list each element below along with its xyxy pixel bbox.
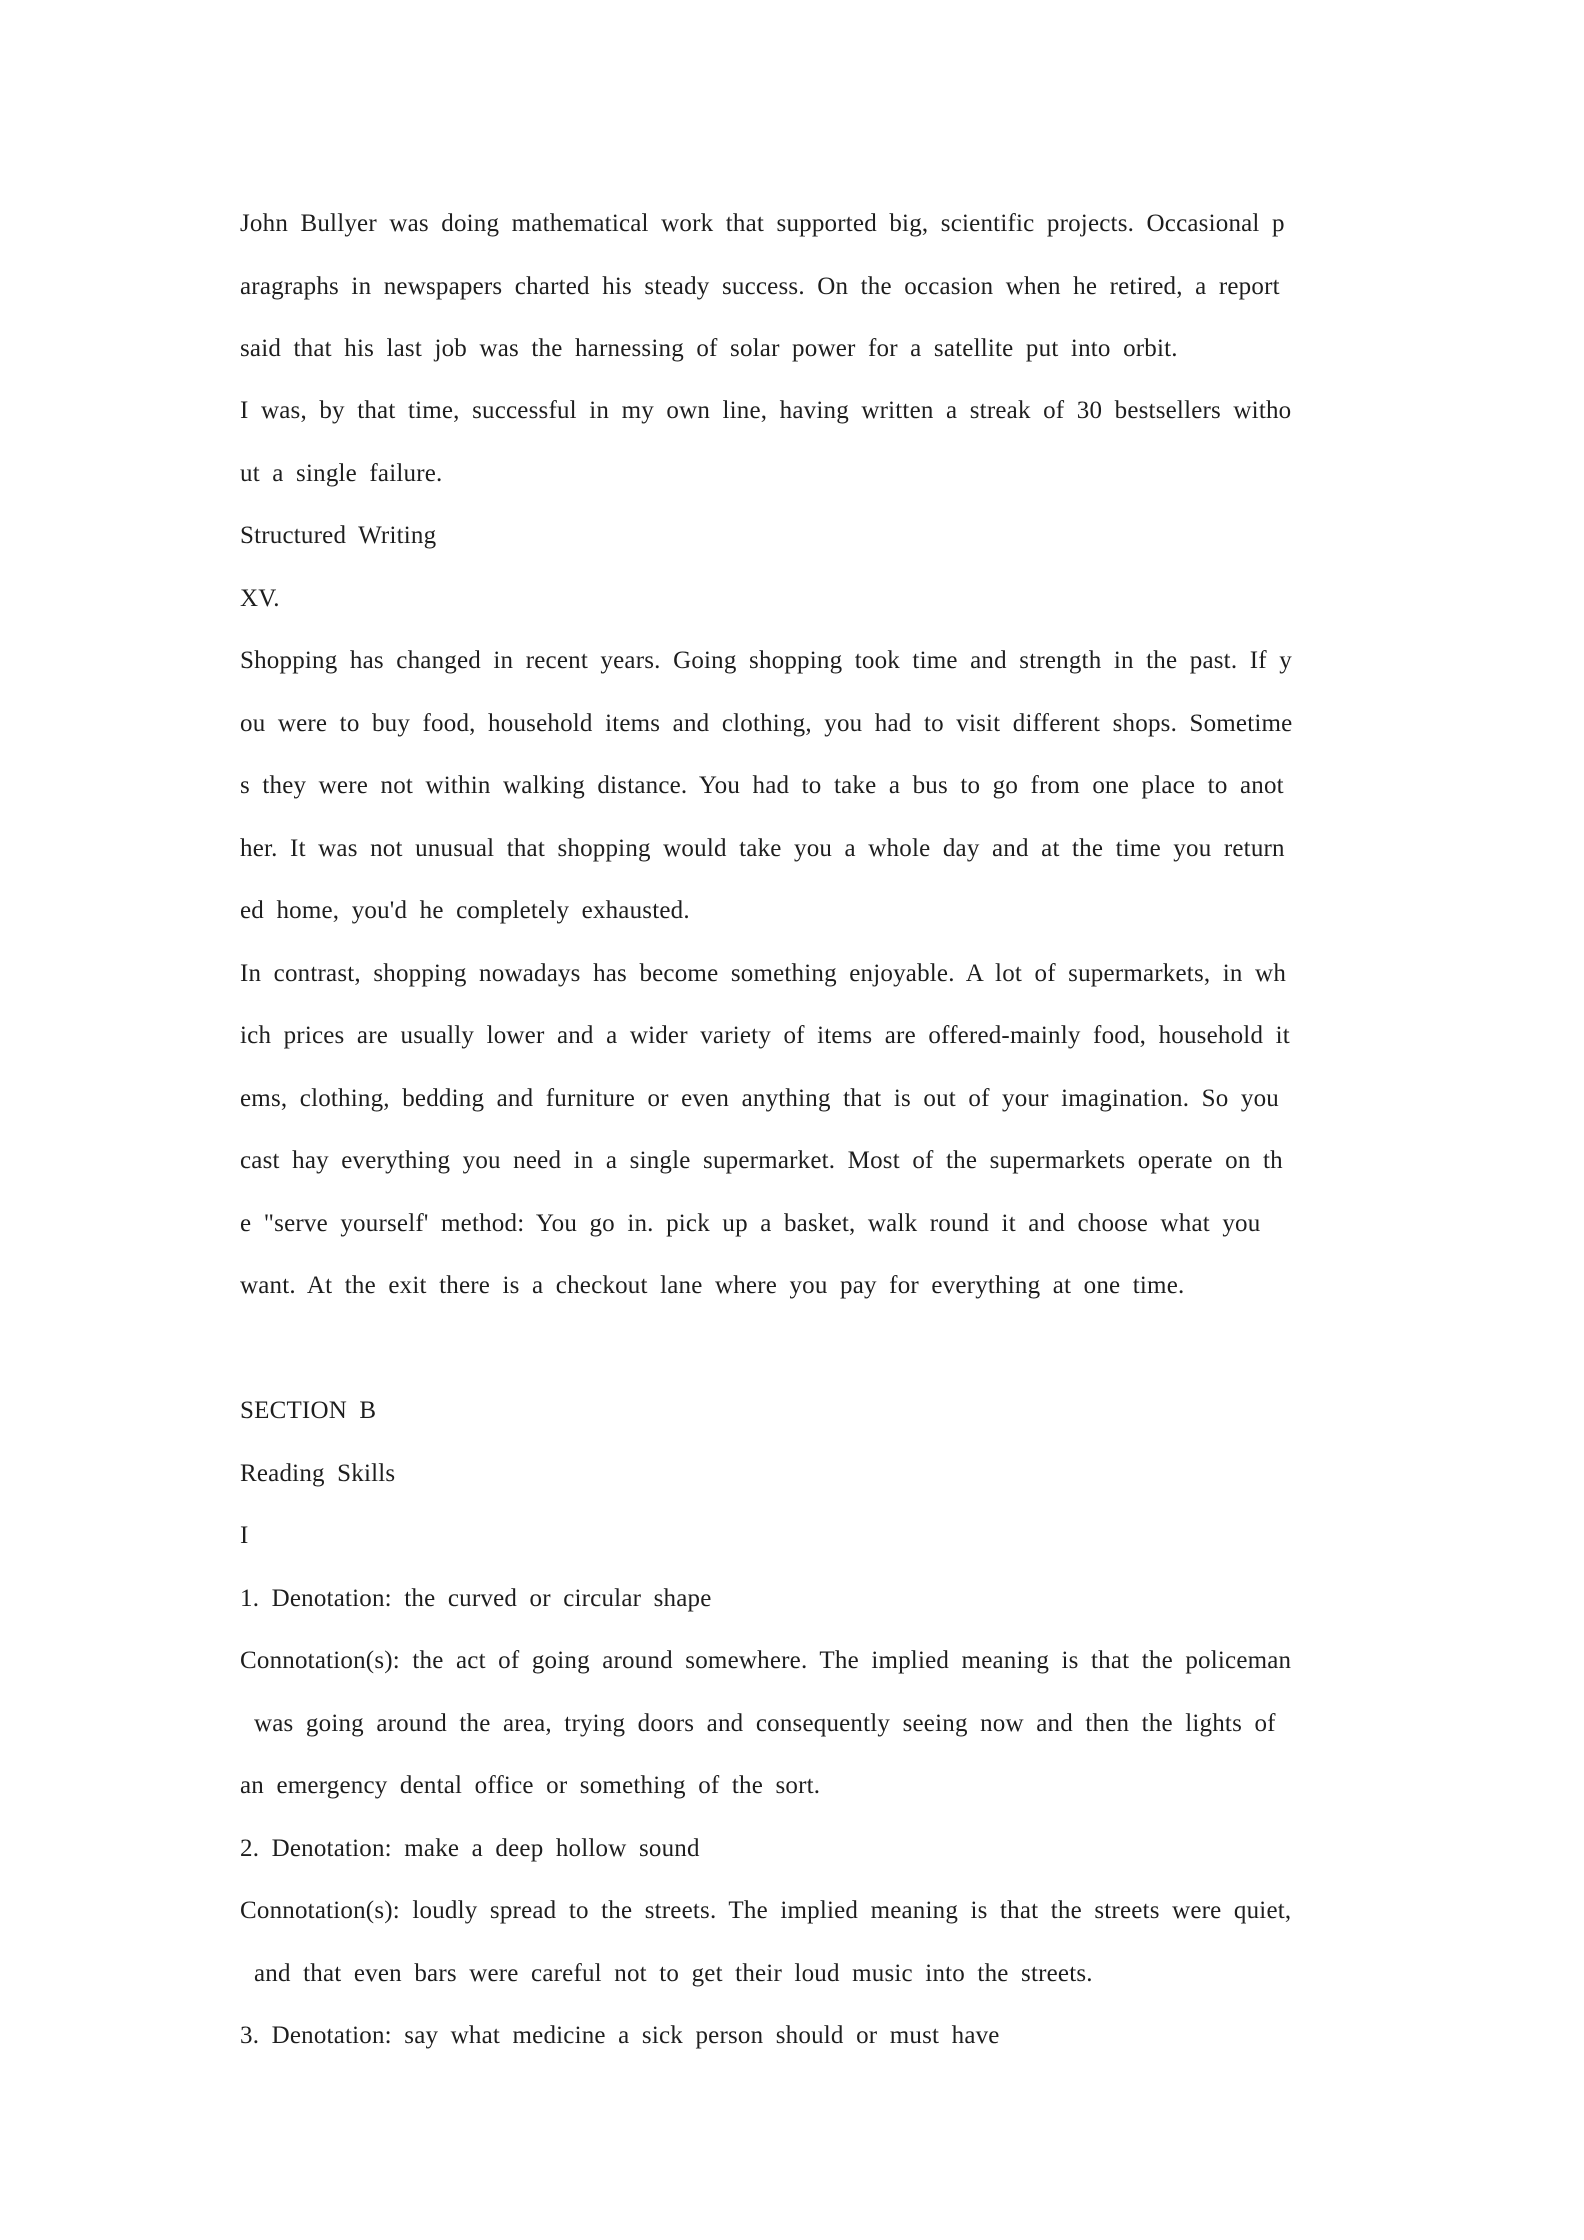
exercise-number: I — [240, 1522, 249, 1549]
paragraph-line: John Bullyer was doing mathematical work that supported big, scientific projects. Occasional p — [240, 210, 1285, 237]
paragraph-line: I was, by that time, successful in my own line, having written a streak of 30 bestsellers witho — [240, 397, 1292, 424]
paragraph-line: e "serve yourself' method: You go in. pick up a basket, walk round it and choose what you — [240, 1210, 1261, 1237]
subsection-heading: Reading Skills — [240, 1460, 396, 1487]
paragraph-line: cast hay everything you need in a single supermarket. Most of the supermarkets operate on th — [240, 1147, 1283, 1174]
paragraph-line: ed home, you'd he completely exhausted. — [240, 897, 690, 924]
paragraph-line: ems, clothing, bedding and furniture or even anything that is out of your imagination. So you — [240, 1085, 1279, 1112]
paragraph-line: Shopping has changed in recent years. Going shopping took time and strength in the past. If y — [240, 647, 1292, 674]
paragraph-line: her. It was not unusual that shopping would take you a whole day and at the time you return — [240, 835, 1285, 862]
paragraph-line: ut a single failure. — [240, 460, 443, 487]
answer-item: 1. Denotation: the curved or circular shape — [240, 1585, 712, 1612]
paragraph-line: Connotation(s): the act of going around somewhere. The implied meaning is that the policeman — [240, 1647, 1292, 1674]
section-heading: Structured Writing — [240, 522, 437, 549]
paragraph-line: an emergency dental office or something of the sort. — [240, 1772, 821, 1799]
paragraph-line: want. At the exit there is a checkout lane where you pay for everything at one time. — [240, 1272, 1185, 1299]
paragraph-line: said that his last job was the harnessing of solar power for a satellite put into orbit. — [240, 335, 1178, 362]
paragraph-line: ou were to buy food, household items and clothing, you had to visit different shops. Sometime — [240, 710, 1293, 737]
section-heading: SECTION B — [240, 1397, 377, 1424]
paragraph-line: s they were not within walking distance. You had to take a bus to go from one place to anot — [240, 772, 1284, 799]
paragraph-line: aragraphs in newspapers charted his steady success. On the occasion when he retired, a report — [240, 273, 1280, 300]
paragraph-line: was going around the area, trying doors and consequently seeing now and then the lights of — [254, 1710, 1276, 1737]
answer-item: 2. Denotation: make a deep hollow sound — [240, 1835, 700, 1862]
paragraph-line: In contrast, shopping nowadays has become something enjoyable. A lot of supermarkets, in wh — [240, 960, 1287, 987]
exercise-number: XV. — [240, 585, 280, 612]
answer-item: 3. Denotation: say what medicine a sick person should or must have — [240, 2022, 1000, 2049]
paragraph-line: Connotation(s): loudly spread to the streets. The implied meaning is that the streets were quiet, — [240, 1897, 1292, 1924]
paragraph-line: ich prices are usually lower and a wider variety of items are offered-mainly food, household it — [240, 1022, 1290, 1049]
paragraph-line: and that even bars were careful not to get their loud music into the streets. — [254, 1960, 1093, 1987]
